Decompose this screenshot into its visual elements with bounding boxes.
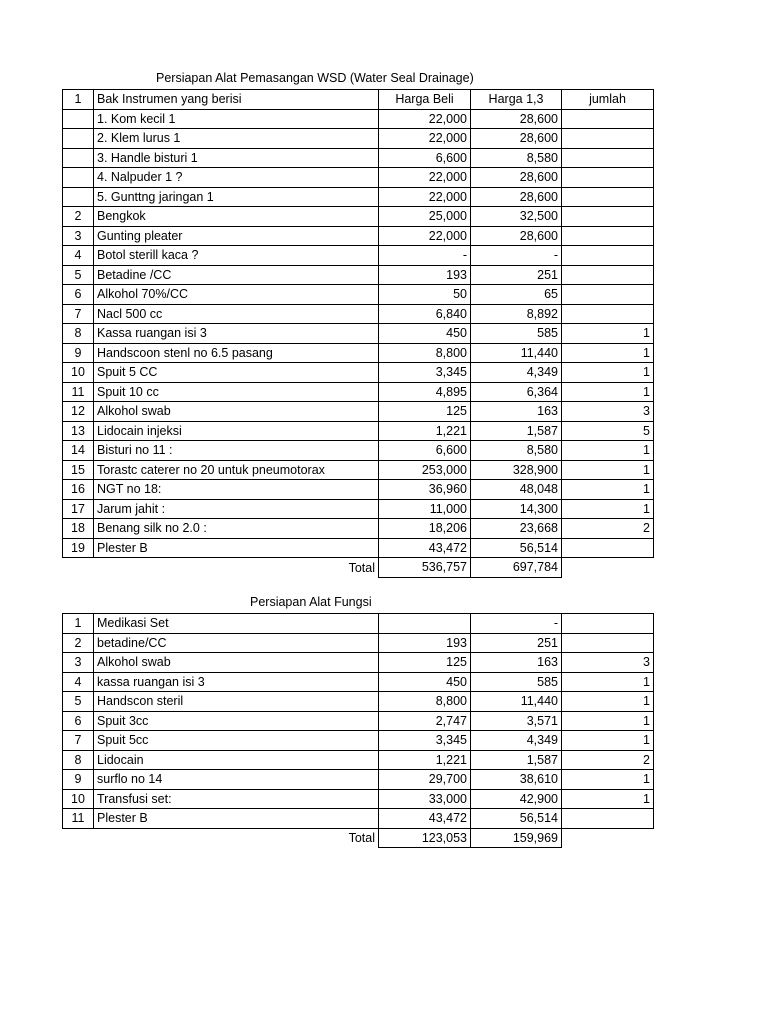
- total-spacer-cell: [63, 558, 94, 578]
- harga-beli-cell[interactable]: 193: [379, 633, 471, 653]
- table-row: [63, 672, 654, 692]
- table-row: [63, 129, 654, 149]
- no-cell[interactable]: 13: [63, 421, 94, 441]
- harga-13-cell[interactable]: 38,610: [471, 770, 562, 790]
- jumlah-cell[interactable]: 1: [562, 382, 654, 402]
- table-row: [63, 519, 654, 539]
- harga-beli-cell[interactable]: 25,000: [379, 207, 471, 227]
- header-jumlah-cell[interactable]: jumlah: [562, 90, 654, 110]
- jumlah-cell[interactable]: 1: [562, 731, 654, 751]
- total-jumlah-spacer: [562, 828, 654, 848]
- harga-beli-cell[interactable]: 2,747: [379, 711, 471, 731]
- table-row: [63, 711, 654, 731]
- item-cell[interactable]: 2. Klem lurus 1: [94, 129, 379, 149]
- jumlah-cell[interactable]: [562, 187, 654, 207]
- table-row: [63, 148, 654, 168]
- harga-13-cell[interactable]: 28,600: [471, 226, 562, 246]
- item-cell[interactable]: Nacl 500 cc: [94, 304, 379, 324]
- jumlah-cell[interactable]: [562, 809, 654, 829]
- table-row: [63, 653, 654, 673]
- harga-13-cell[interactable]: 328,900: [471, 460, 562, 480]
- harga-13-cell[interactable]: 4,349: [471, 363, 562, 383]
- total-label: Total: [94, 828, 379, 848]
- jumlah-cell[interactable]: [562, 614, 654, 634]
- header-no-cell[interactable]: 1: [63, 90, 94, 110]
- wsd-table-body: [63, 90, 654, 578]
- table-row: [63, 324, 654, 344]
- no-cell[interactable]: 6: [63, 285, 94, 305]
- item-cell[interactable]: NGT no 18:: [94, 480, 379, 500]
- no-cell[interactable]: [63, 187, 94, 207]
- harga-beli-cell[interactable]: 3,345: [379, 363, 471, 383]
- no-cell[interactable]: 3: [63, 653, 94, 673]
- jumlah-cell[interactable]: 3: [562, 653, 654, 673]
- jumlah-cell[interactable]: [562, 246, 654, 266]
- jumlah-cell[interactable]: 1: [562, 770, 654, 790]
- harga-beli-cell[interactable]: 253,000: [379, 460, 471, 480]
- wsd-equipment-table: [62, 89, 654, 578]
- harga-13-cell[interactable]: 8,580: [471, 441, 562, 461]
- jumlah-cell[interactable]: 1: [562, 460, 654, 480]
- item-cell[interactable]: Bengkok: [94, 207, 379, 227]
- no-cell[interactable]: [63, 168, 94, 188]
- item-cell[interactable]: Benang silk no 2.0 :: [94, 519, 379, 539]
- jumlah-cell[interactable]: [562, 129, 654, 149]
- item-cell[interactable]: Alkohol swab: [94, 402, 379, 422]
- jumlah-cell[interactable]: [562, 226, 654, 246]
- harga-13-cell[interactable]: -: [471, 614, 562, 634]
- table-header-row: [63, 90, 654, 110]
- table-row: [63, 187, 654, 207]
- table-row: [63, 770, 654, 790]
- no-cell[interactable]: 7: [63, 731, 94, 751]
- harga-beli-cell[interactable]: 6,840: [379, 304, 471, 324]
- harga-beli-cell[interactable]: 125: [379, 402, 471, 422]
- item-cell[interactable]: Lidocain: [94, 750, 379, 770]
- harga-beli-cell[interactable]: 18,206: [379, 519, 471, 539]
- no-cell[interactable]: 16: [63, 480, 94, 500]
- table-row: [63, 109, 654, 129]
- harga-beli-cell[interactable]: 22,000: [379, 187, 471, 207]
- harga-beli-cell[interactable]: [379, 614, 471, 634]
- no-cell[interactable]: 8: [63, 750, 94, 770]
- no-cell[interactable]: 1: [63, 614, 94, 634]
- harga-beli-cell[interactable]: 193: [379, 265, 471, 285]
- harga-13-cell[interactable]: 6,364: [471, 382, 562, 402]
- harga-beli-cell[interactable]: 22,000: [379, 109, 471, 129]
- harga-beli-cell[interactable]: 43,472: [379, 809, 471, 829]
- table-row: [63, 168, 654, 188]
- no-cell[interactable]: [63, 148, 94, 168]
- fungsi-table-body: [63, 614, 654, 848]
- no-cell[interactable]: 2: [63, 633, 94, 653]
- harga-13-cell[interactable]: -: [471, 246, 562, 266]
- jumlah-cell[interactable]: 1: [562, 441, 654, 461]
- harga-beli-cell[interactable]: 36,960: [379, 480, 471, 500]
- table-row: [63, 538, 654, 558]
- jumlah-cell[interactable]: [562, 168, 654, 188]
- jumlah-cell[interactable]: 1: [562, 343, 654, 363]
- item-cell[interactable]: Spuit 3cc: [94, 711, 379, 731]
- no-cell[interactable]: 12: [63, 402, 94, 422]
- table-row: [63, 265, 654, 285]
- table-row: [63, 460, 654, 480]
- item-cell[interactable]: 5. Gunttng jaringan 1: [94, 187, 379, 207]
- harga-13-cell[interactable]: 1,587: [471, 750, 562, 770]
- harga-beli-cell[interactable]: 29,700: [379, 770, 471, 790]
- harga-beli-cell[interactable]: 6,600: [379, 441, 471, 461]
- jumlah-cell[interactable]: 1: [562, 692, 654, 712]
- item-cell[interactable]: Spuit 5cc: [94, 731, 379, 751]
- harga-beli-cell[interactable]: 1,221: [379, 421, 471, 441]
- harga-beli-cell[interactable]: 22,000: [379, 129, 471, 149]
- table-row: [63, 421, 654, 441]
- item-cell[interactable]: Gunting pleater: [94, 226, 379, 246]
- item-cell[interactable]: Transfusi set:: [94, 789, 379, 809]
- no-cell[interactable]: 2: [63, 207, 94, 227]
- total-harga-beli-cell[interactable]: 123,053: [379, 828, 471, 848]
- jumlah-cell[interactable]: [562, 207, 654, 227]
- harga-beli-cell[interactable]: 8,800: [379, 692, 471, 712]
- jumlah-cell[interactable]: 5: [562, 421, 654, 441]
- item-cell[interactable]: Betadine /CC: [94, 265, 379, 285]
- harga-beli-cell[interactable]: 22,000: [379, 168, 471, 188]
- no-cell[interactable]: 3: [63, 226, 94, 246]
- no-cell[interactable]: [63, 129, 94, 149]
- harga-13-cell[interactable]: 56,514: [471, 809, 562, 829]
- harga-beli-cell[interactable]: 1,221: [379, 750, 471, 770]
- harga-13-cell[interactable]: 28,600: [471, 109, 562, 129]
- harga-13-cell[interactable]: 1,587: [471, 421, 562, 441]
- harga-13-cell[interactable]: 163: [471, 402, 562, 422]
- item-cell[interactable]: kassa ruangan isi 3: [94, 672, 379, 692]
- jumlah-cell[interactable]: [562, 538, 654, 558]
- harga-beli-cell[interactable]: 6,600: [379, 148, 471, 168]
- fungsi-equipment-table: [62, 613, 654, 848]
- jumlah-cell[interactable]: [562, 633, 654, 653]
- table-row: [63, 343, 654, 363]
- jumlah-cell[interactable]: [562, 148, 654, 168]
- item-cell[interactable]: Jarum jahit :: [94, 499, 379, 519]
- no-cell[interactable]: 9: [63, 770, 94, 790]
- harga-13-cell[interactable]: 42,900: [471, 789, 562, 809]
- harga-13-cell[interactable]: 3,571: [471, 711, 562, 731]
- no-cell[interactable]: 18: [63, 519, 94, 539]
- total-jumlah-spacer: [562, 558, 654, 578]
- item-cell[interactable]: Bisturi no 11 :: [94, 441, 379, 461]
- harga-beli-cell[interactable]: -: [379, 246, 471, 266]
- item-cell[interactable]: Alkohol 70%/CC: [94, 285, 379, 305]
- total-spacer-cell: [63, 828, 94, 848]
- harga-13-cell[interactable]: 14,300: [471, 499, 562, 519]
- harga-beli-cell[interactable]: 43,472: [379, 538, 471, 558]
- item-cell[interactable]: surflo no 14: [94, 770, 379, 790]
- item-cell[interactable]: Botol sterill kaca ?: [94, 246, 379, 266]
- table-row: [63, 480, 654, 500]
- no-cell[interactable]: [63, 109, 94, 129]
- no-cell[interactable]: 15: [63, 460, 94, 480]
- item-cell[interactable]: Torastc caterer no 20 untuk pneumotorax: [94, 460, 379, 480]
- harga-13-cell[interactable]: 28,600: [471, 168, 562, 188]
- jumlah-cell[interactable]: 1: [562, 711, 654, 731]
- harga-beli-cell[interactable]: 11,000: [379, 499, 471, 519]
- jumlah-cell[interactable]: 3: [562, 402, 654, 422]
- no-cell[interactable]: 10: [63, 789, 94, 809]
- harga-13-cell[interactable]: 251: [471, 633, 562, 653]
- header-harga-13-cell[interactable]: Harga 1,3: [471, 90, 562, 110]
- no-cell[interactable]: 11: [63, 809, 94, 829]
- total-harga-13-cell[interactable]: 159,969: [471, 828, 562, 848]
- no-cell[interactable]: 8: [63, 324, 94, 344]
- header-harga-beli-cell[interactable]: Harga Beli: [379, 90, 471, 110]
- item-cell[interactable]: Plester B: [94, 809, 379, 829]
- table1-title: Persiapan Alat Pemasangan WSD (Water Seal Drainage): [156, 71, 474, 85]
- harga-beli-cell[interactable]: 50: [379, 285, 471, 305]
- harga-13-cell[interactable]: 11,440: [471, 343, 562, 363]
- jumlah-cell[interactable]: 1: [562, 672, 654, 692]
- table-row: [63, 809, 654, 829]
- no-cell[interactable]: 7: [63, 304, 94, 324]
- table-row: [63, 441, 654, 461]
- harga-beli-cell[interactable]: 125: [379, 653, 471, 673]
- harga-13-cell[interactable]: 28,600: [471, 129, 562, 149]
- table2-title: Persiapan Alat Fungsi: [250, 595, 372, 609]
- item-cell[interactable]: Plester B: [94, 538, 379, 558]
- jumlah-cell[interactable]: 2: [562, 519, 654, 539]
- harga-13-cell[interactable]: 8,892: [471, 304, 562, 324]
- no-cell[interactable]: 6: [63, 711, 94, 731]
- item-cell[interactable]: Spuit 5 CC: [94, 363, 379, 383]
- no-cell[interactable]: 5: [63, 265, 94, 285]
- jumlah-cell[interactable]: 2: [562, 750, 654, 770]
- total-harga-13-cell[interactable]: 697,784: [471, 558, 562, 578]
- harga-13-cell[interactable]: 585: [471, 672, 562, 692]
- jumlah-cell[interactable]: 1: [562, 789, 654, 809]
- jumlah-cell[interactable]: [562, 304, 654, 324]
- table-row: [63, 285, 654, 305]
- no-cell[interactable]: 4: [63, 672, 94, 692]
- no-cell[interactable]: 5: [63, 692, 94, 712]
- harga-13-cell[interactable]: 585: [471, 324, 562, 344]
- table-row: [63, 789, 654, 809]
- table-row: [63, 633, 654, 653]
- table-row: [63, 731, 654, 751]
- harga-13-cell[interactable]: 163: [471, 653, 562, 673]
- table-row: [63, 246, 654, 266]
- table-row: [63, 402, 654, 422]
- no-cell[interactable]: 9: [63, 343, 94, 363]
- harga-13-cell[interactable]: 8,580: [471, 148, 562, 168]
- no-cell[interactable]: 17: [63, 499, 94, 519]
- jumlah-cell[interactable]: 1: [562, 324, 654, 344]
- item-cell[interactable]: Kassa ruangan isi 3: [94, 324, 379, 344]
- jumlah-cell[interactable]: [562, 265, 654, 285]
- no-cell[interactable]: 14: [63, 441, 94, 461]
- jumlah-cell[interactable]: 1: [562, 480, 654, 500]
- total-harga-beli-cell[interactable]: 536,757: [379, 558, 471, 578]
- no-cell[interactable]: 11: [63, 382, 94, 402]
- total-row: [63, 558, 654, 578]
- harga-13-cell[interactable]: 4,349: [471, 731, 562, 751]
- table-row: [63, 226, 654, 246]
- harga-beli-cell[interactable]: 8,800: [379, 343, 471, 363]
- harga-beli-cell[interactable]: 450: [379, 324, 471, 344]
- harga-13-cell[interactable]: 251: [471, 265, 562, 285]
- item-cell[interactable]: Medikasi Set: [94, 614, 379, 634]
- item-cell[interactable]: Spuit 10 cc: [94, 382, 379, 402]
- harga-13-cell[interactable]: 65: [471, 285, 562, 305]
- no-cell[interactable]: 10: [63, 363, 94, 383]
- harga-beli-cell[interactable]: 3,345: [379, 731, 471, 751]
- harga-13-cell[interactable]: 23,668: [471, 519, 562, 539]
- jumlah-cell[interactable]: 1: [562, 363, 654, 383]
- harga-beli-cell[interactable]: 22,000: [379, 226, 471, 246]
- item-cell[interactable]: Lidocain injeksi: [94, 421, 379, 441]
- no-cell[interactable]: 19: [63, 538, 94, 558]
- harga-beli-cell[interactable]: 33,000: [379, 789, 471, 809]
- table-row: [63, 750, 654, 770]
- total-label: Total: [94, 558, 379, 578]
- table-row: [63, 363, 654, 383]
- harga-13-cell[interactable]: 28,600: [471, 187, 562, 207]
- total-row: [63, 828, 654, 848]
- item-cell[interactable]: Handscon steril: [94, 692, 379, 712]
- item-cell[interactable]: Handscoon stenl no 6.5 pasang: [94, 343, 379, 363]
- header-item-cell[interactable]: Bak Instrumen yang berisi: [94, 90, 379, 110]
- jumlah-cell[interactable]: 1: [562, 499, 654, 519]
- table-row: [63, 692, 654, 712]
- table-row: [63, 304, 654, 324]
- jumlah-cell[interactable]: [562, 109, 654, 129]
- table-row: [63, 499, 654, 519]
- item-cell[interactable]: betadine/CC: [94, 633, 379, 653]
- no-cell[interactable]: 4: [63, 246, 94, 266]
- jumlah-cell[interactable]: [562, 285, 654, 305]
- table-row: [63, 207, 654, 227]
- item-cell[interactable]: 1. Kom kecil 1: [94, 109, 379, 129]
- table-row: [63, 382, 654, 402]
- harga-13-cell[interactable]: 56,514: [471, 538, 562, 558]
- harga-13-cell[interactable]: 11,440: [471, 692, 562, 712]
- item-cell[interactable]: 4. Nalpuder 1 ?: [94, 168, 379, 188]
- item-cell[interactable]: Alkohol swab: [94, 653, 379, 673]
- harga-beli-cell[interactable]: 450: [379, 672, 471, 692]
- harga-beli-cell[interactable]: 4,895: [379, 382, 471, 402]
- table-row: [63, 614, 654, 634]
- harga-13-cell[interactable]: 32,500: [471, 207, 562, 227]
- item-cell[interactable]: 3. Handle bisturi 1: [94, 148, 379, 168]
- harga-13-cell[interactable]: 48,048: [471, 480, 562, 500]
